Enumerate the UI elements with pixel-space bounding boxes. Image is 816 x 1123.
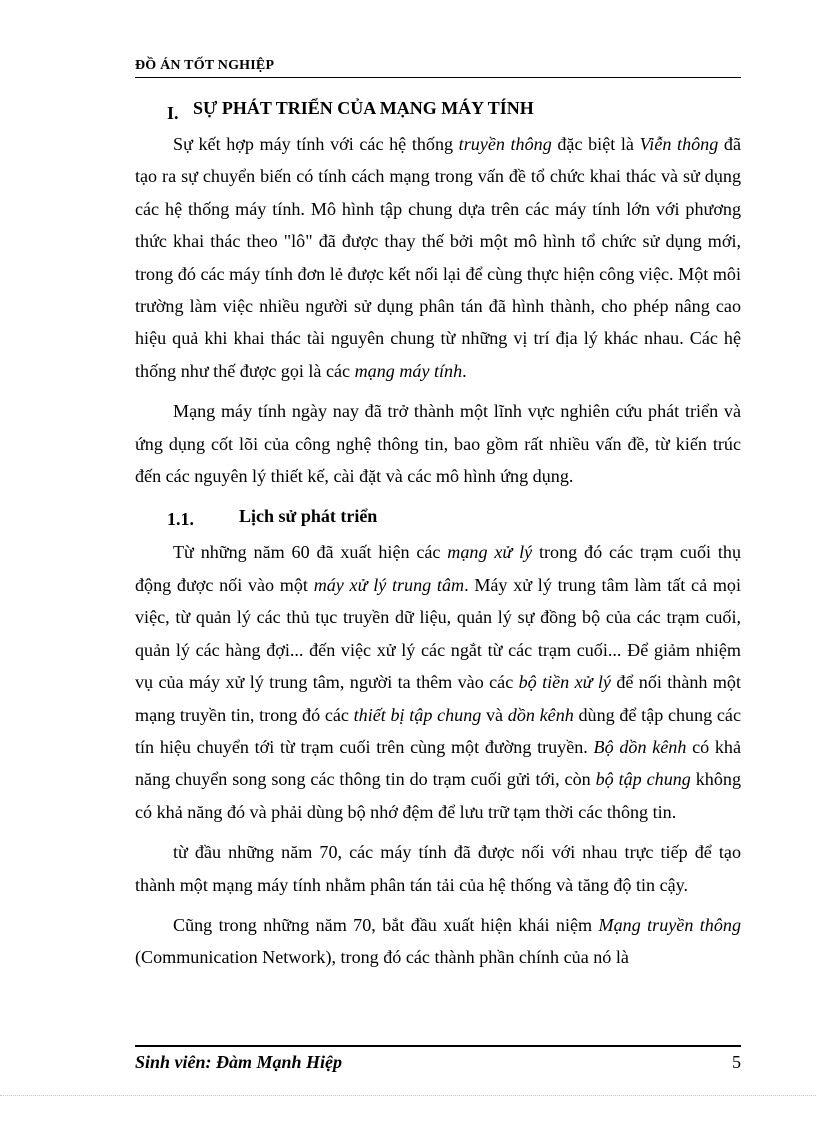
page-edge-divider <box>0 1095 816 1096</box>
page-number: 5 <box>732 1052 741 1072</box>
page-footer <box>135 1052 741 1073</box>
student-name: Sinh viên: Đàm Mạnh Hiệp <box>135 1052 343 1072</box>
footer-divider <box>135 1045 741 1047</box>
section-heading <box>167 92 741 124</box>
section-number: I. <box>167 103 179 123</box>
section-title: SỰ PHÁT TRIỂN CỦA MẠNG MÁY TÍNH <box>193 98 534 118</box>
term-truyen-thong: truyền thông <box>458 134 552 154</box>
paragraph-4: từ đầu những năm 70, các máy tính đã được nối với nhau trực tiếp để tạo thành một mạng máy tính nhằm phân tán tải của hệ thống và tăng độ tin cậy. <box>135 842 741 895</box>
page-header: ĐỒ ÁN TỐT NGHIỆP <box>135 58 741 78</box>
subsection-title: Lịch sử phát triển <box>239 506 378 527</box>
paragraph-3: Từ những năm 60 đã xuất hiện các mạng xử lý trong đó các trạm cuối thụ động được nối vào một máy xử lý trung tâm. Máy xử lý trung tâm làm tất cả mọi việc, từ quản lý các thủ tục truyền dữ liệu, quản lý sự đồng bộ của các trạm cuối, quản lý các hàng đợi... đến việc xử lý các ngắt từ các trạm cuối... Để giảm nhiệm vụ của máy xử lý trung tâm, người ta thêm vào các bộ tiền xử lý để nối thành một mạng truyền tin, trong đó các thiết bị tập chung và dồn kênh dùng để tập chung các tín hiệu chuyển tới từ trạm cuối trên cùng một đường truyền. Bộ dồn kênh có khả năng chuyển song song các thông tin do trạm cuối gửi tới, còn bộ tập chung không có khả năng đó và phải dùng bộ nhớ đệm để lưu trữ tạm thời các thông tin. <box>135 542 742 822</box>
subsection-heading <box>167 500 741 532</box>
subsection-number: 1.1. <box>167 509 194 530</box>
term-vien-thong: Viễn thông <box>639 134 719 154</box>
page-body <box>135 92 741 982</box>
paragraph-1: Sự kết hợp máy tính với các hệ thống truyền thông đặc biệt là Viễn thông đã tạo ra sự chuyển biến có tính cách mạng trong vấn đề tổ chức khai thác và sử dụng các hệ thống máy tính. Mô hình tập chung dựa trên các máy tính lớn với phương thức khai thác theo "lô" đã được thay thế bởi một mô hình tổ chức sử dụng mới, trong đó các máy tính đơn lẻ được kết nối lại để cùng thực hiện công việc. Một môi trường làm việc nhiều người sử dụng phân tán đã hình thành, cho phép nâng cao hiệu quả khi khai thác tài nguyên chung từ những vị trí địa lý khác nhau. Các hệ thống như thế được gọi là các mạng máy tính. <box>135 134 741 381</box>
paragraph-2: Mạng máy tính ngày nay đã trở thành một lĩnh vực nghiên cứu phát triển và ứng dụng cốt lõi của công nghệ thông tin, bao gồm rất nhiều vấn đề, từ kiến trúc đến các nguyên lý thiết kế, cài đặt và các mô hình ứng dụng. <box>135 401 741 487</box>
paragraph-5: Cũng trong những năm 70, bắt đầu xuất hiện khái niệm Mạng truyền thông (Communication Network), trong đó các thành phần chính của nó là <box>135 914 741 968</box>
term-mang-may-tinh: mạng máy tính <box>354 360 463 381</box>
